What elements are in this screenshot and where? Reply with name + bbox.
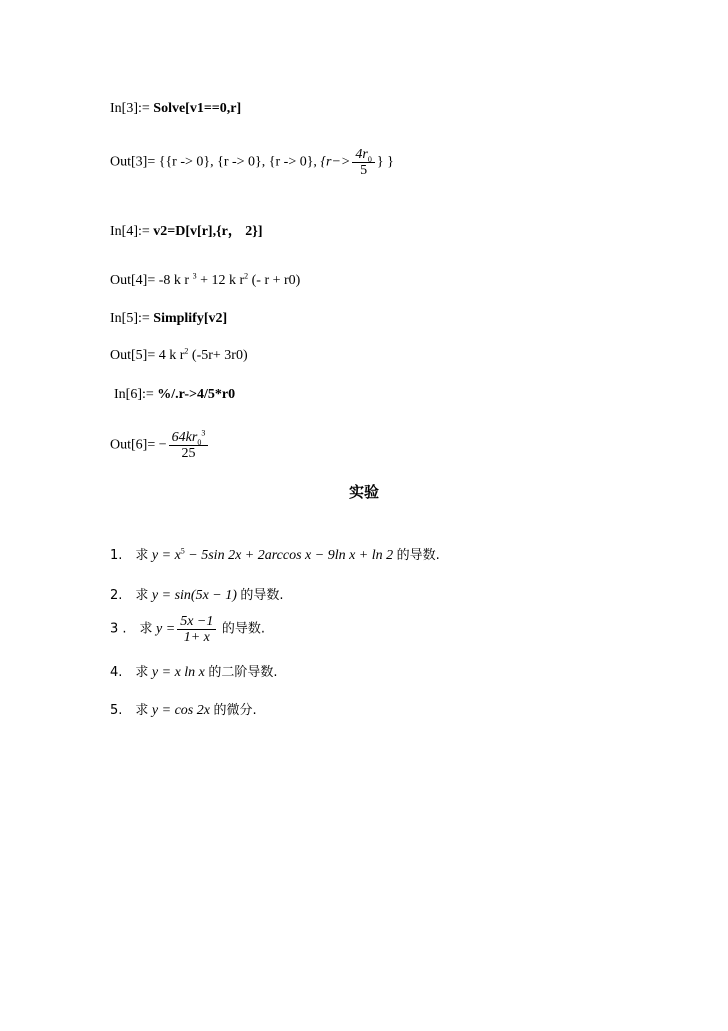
input-3-line — [110, 100, 241, 118]
fraction-numerator: 64kr — [171, 430, 198, 445]
fraction — [169, 430, 209, 461]
exercise-suffix: 的二阶导数. — [208, 665, 278, 680]
output-term: (- r + r0) — [248, 273, 301, 288]
subscript: 0 — [197, 437, 202, 447]
input-5-line — [110, 310, 227, 328]
superscript: 5 — [180, 546, 185, 556]
exercise-label: 2. 求 — [110, 588, 149, 603]
input-code: %/.r->4/5*r0 — [157, 387, 236, 402]
input-prompt: In[3]:= — [110, 101, 154, 116]
output-term: -8 k r — [158, 273, 193, 288]
exercise-expression: − 5sin 2x + 2arccos x − 9ln x + ln 2 — [184, 548, 394, 563]
output-prompt: Out[6]= — [110, 437, 159, 453]
exercise-suffix: 的导数. — [240, 588, 284, 603]
output-5-line — [110, 347, 248, 365]
superscript: 2 — [244, 271, 249, 281]
output-6-line — [110, 430, 210, 461]
input-prompt: In[5]:= — [110, 311, 154, 326]
input-4-line — [110, 223, 262, 241]
exercise-label: 4. 求 — [110, 665, 149, 680]
exercise-expression: y = x — [151, 548, 181, 563]
output-prompt: Out[3]= — [110, 154, 159, 170]
fraction — [177, 614, 216, 645]
output-text: {{r -> 0}, {r -> 0}, {r -> 0}, — [158, 154, 321, 170]
fraction — [352, 147, 374, 178]
exercise-suffix: 的导数. — [221, 621, 266, 637]
output-term: + 12 k r — [196, 273, 245, 288]
exercise-5 — [110, 702, 257, 720]
exercise-expression: y = sin(5x − 1) — [151, 588, 237, 603]
output-4-line — [110, 272, 300, 290]
exercise-label: 3 . 求 — [110, 621, 153, 637]
exercise-1 — [110, 547, 440, 565]
fraction-denominator: 25 — [181, 446, 196, 461]
input-code: Solve[v1==0,r] — [153, 101, 242, 116]
exercise-expression: y = x ln x — [151, 665, 205, 680]
exercise-2 — [110, 587, 284, 605]
exercise-label: 1. 求 — [110, 548, 149, 563]
output-prompt: Out[4]= — [110, 273, 159, 288]
output-term: 4 k r — [158, 348, 185, 363]
rule-expression: {r−> — [320, 154, 351, 170]
fraction-denominator: 1+ x — [183, 630, 210, 645]
superscript: 2 — [184, 346, 189, 356]
input-prompt: In[4]:= — [110, 224, 154, 239]
superscript: 3 — [201, 428, 206, 438]
exercise-lhs: y = — [156, 621, 176, 637]
exercise-suffix: 的导数. — [396, 548, 440, 563]
fraction-numerator: 5x −1 — [177, 614, 216, 630]
exercise-label: 5. 求 — [110, 703, 149, 718]
output-prompt: Out[5]= — [110, 348, 159, 363]
output-term: (-5r+ 3r0) — [188, 348, 248, 363]
fraction-numerator: 4r — [355, 147, 368, 162]
output-close: } } — [376, 154, 394, 170]
input-prompt: In[6]:= — [114, 387, 158, 402]
input-6-line — [114, 386, 235, 404]
section-heading: 实验 — [348, 483, 379, 501]
exercise-4 — [110, 664, 278, 682]
input-code: v2=D[v[r],{r， 2}] — [153, 224, 263, 239]
fraction-denominator: 5 — [360, 163, 368, 178]
exercise-suffix: 的微分. — [213, 703, 257, 718]
superscript: 3 — [192, 271, 197, 281]
exercise-3 — [110, 614, 265, 645]
minus-sign: − — [158, 437, 167, 453]
exercise-expression: y = cos 2x — [151, 703, 210, 718]
subscript: 0 — [367, 154, 372, 164]
input-code: Simplify[v2] — [153, 311, 228, 326]
output-3-line — [110, 147, 394, 178]
